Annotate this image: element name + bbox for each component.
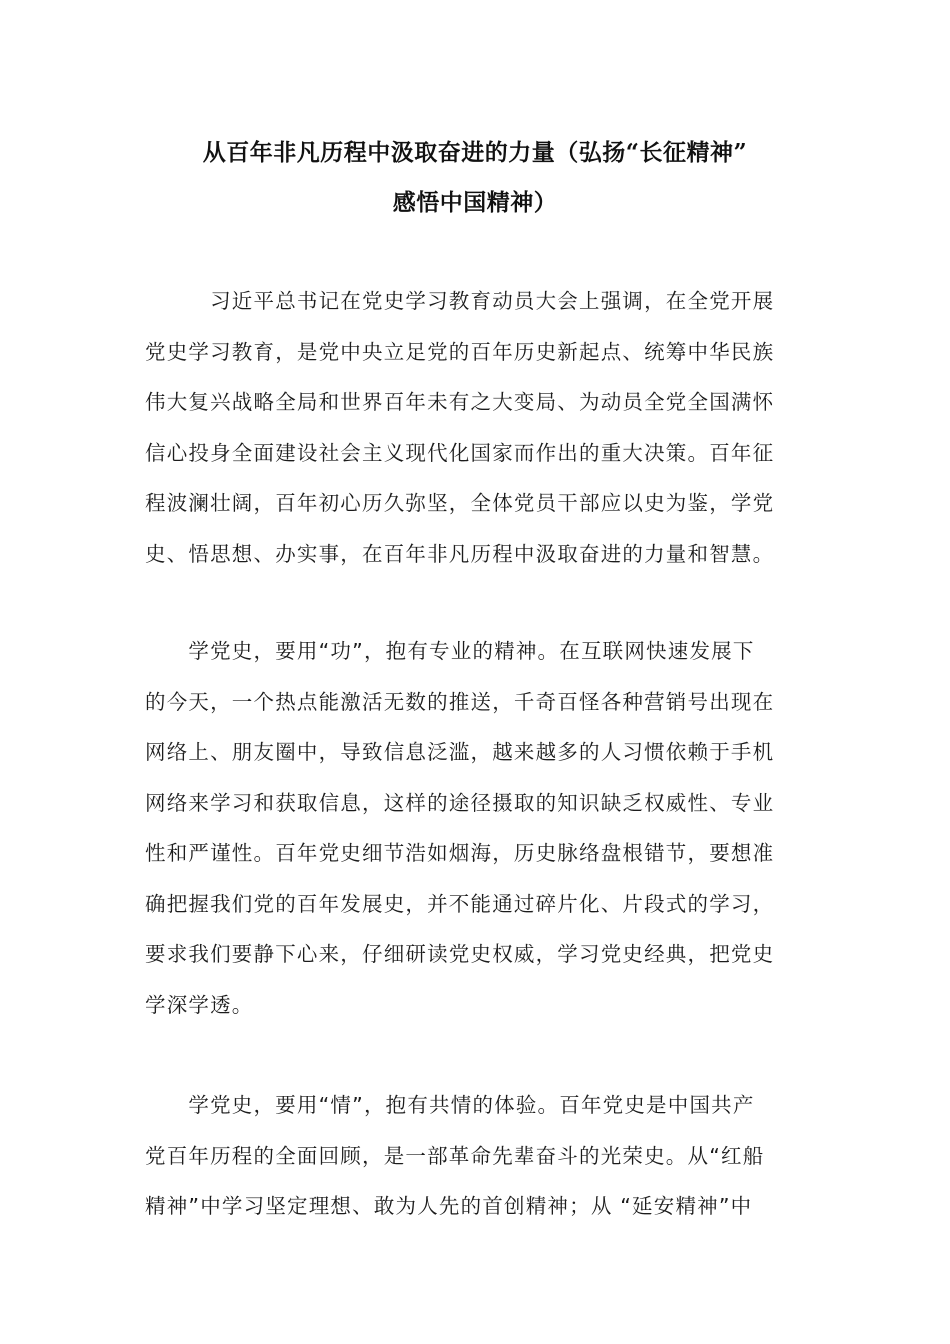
paragraph-line: 网络上、朋友圈中，导致信息泛滥，越来越多的人习惯依赖于手机 [145,740,775,764]
paragraph-1 [145,276,805,579]
paragraph-2 [145,626,805,1030]
paragraph-line: 史、悟思想、办实事，在百年非凡历程中汲取奋进的力量和智慧。 [145,541,775,566]
paragraph-line: 学党史，要用“功”，抱有专业的精神。在互联网快速发展下 [145,639,755,663]
paragraph-line: 性和严谨性。百年党史细节浩如烟海，历史脉络盘根错节，要想准 [145,841,775,865]
paragraph-line: 学党史，要用“情”，抱有共情的体验。百年党史是中国共产 [145,1093,755,1117]
paragraph-line: 程波澜壮阔，百年初心历久弥坚，全体党员干部应以史为鉴，学党 [145,491,775,515]
paragraph-3 [145,1080,805,1232]
paragraph-line: 的今天，一个热点能激活无数的推送，千奇百怪各种营销号出现在 [145,689,775,714]
paragraph-line: 信心投身全面建设社会主义现代化国家而作出的重大决策。百年征 [145,440,775,465]
paragraph-line: 要求我们要静下心来，仔细研读党史权威，学习党史经典，把党史 [145,942,775,966]
paragraph-line: 网络来学习和获取信息，这样的途径摄取的知识缺乏权威性、专业 [145,790,775,815]
paragraph-line: 伟大复兴战略全局和世界百年未有之大变局、为动员全党全国满怀 [145,390,775,414]
paragraph-line: 学深学透。 [145,992,254,1017]
paragraph-line: 党百年历程的全面回顾，是一部革命先辈奋斗的光荣史。从“红船 [145,1143,765,1168]
paragraph-line: 党史学习教育，是党中央立足党的百年历史新起点、统筹中华民族 [145,339,775,364]
paragraph-line: 习近平总书记在党史学习教育动员大会上强调，在全党开展 [145,289,775,313]
document-title-line-1: 从百年非凡历程中汲取奋进的力量（弘扬“长征精神” [202,139,748,166]
document-title-line-2: 感悟中国精神） [392,189,558,216]
paragraph-line: 确把握我们党的百年发展史，并不能通过碎片化、片段式的学习， [145,891,775,916]
paragraph-line: 精神”中学习坚定理想、敢为人先的首创精神；从 “延安精神”中 [145,1194,753,1218]
